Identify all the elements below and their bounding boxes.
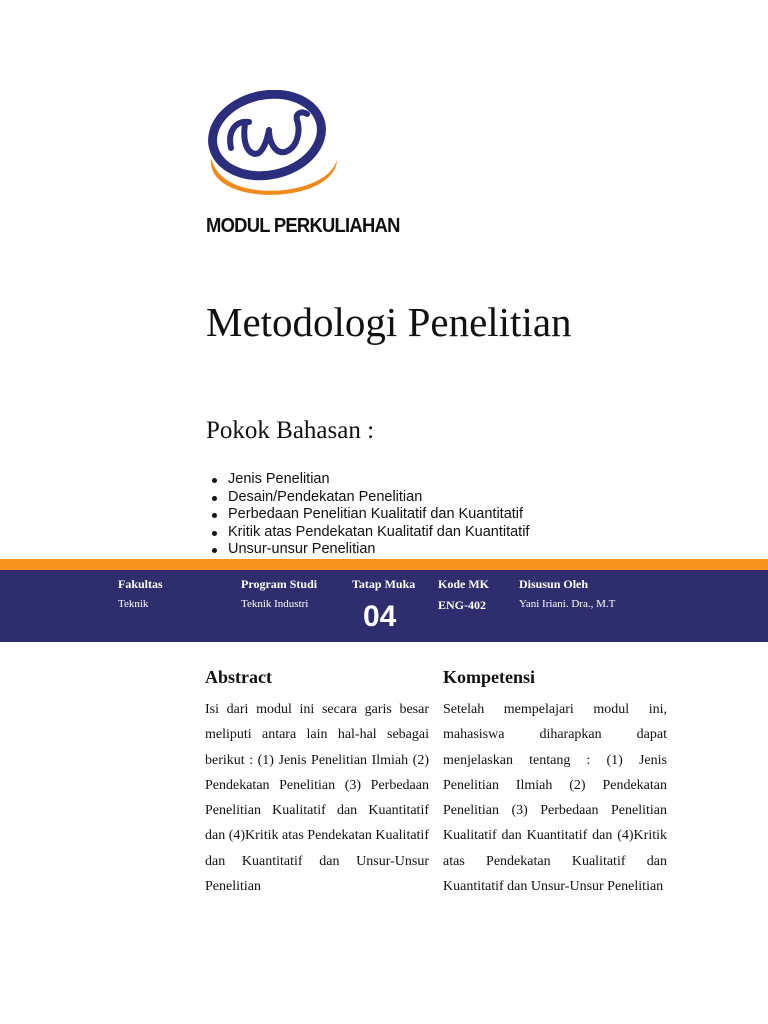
tatap-label: Tatap Muka [352,577,416,591]
fakultas-value: Teknik [118,598,149,610]
page-title: Metodologi Penelitian [206,299,572,345]
abstract-text: Isi dari modul ini secara garis besar meliputi antara lain hal-hal sebagai berikut : (1) Jenis Penelitian Ilmiah (2) Pendekatan Penelitian (3) Perbedaan Penelitian Kualitatif dan Kuantitatif dan (4)Kritik atas Pendekatan Kualitatif dan Kuantitatif dan Unsur-Unsur Penelitian [205,702,429,895]
course-info-band [0,570,768,642]
fakultas-label: Fakultas [118,577,163,591]
list-item: Kritik atas Pendekatan Kualitatif dan Kuantitatif [210,524,529,542]
topic-list [210,471,529,559]
list-item: Unsur-unsur Penelitian [210,541,529,559]
prodi-value: Teknik Industri [241,598,309,610]
kompetensi-heading: Kompetensi [443,667,535,687]
subtitle: Pokok Bahasan : [206,417,375,444]
list-item: Perbedaan Penelitian Kualitatif dan Kuantitatif [210,506,529,524]
abstract-heading: Abstract [205,667,272,687]
w-swoosh-logo [205,90,340,208]
list-item: Jenis Penelitian [210,471,529,489]
prodi-label: Program Studi [241,577,318,591]
list-item: Desain/Pendekatan Penelitian [210,489,529,507]
disusun-value: Yani Iriani. Dra., M.T [519,598,616,610]
kompetensi-text: Setelah mempelajari modul ini, mahasiswa diharapkan dapat menjelaskan tentang : (1) Jenis Penelitian Ilmiah (2) Pendekatan Penelitian (3) Perbedaan Penelitian Kualitatif dan Kuantitatif dan (4)Kritik atas Pendekatan Kualitatif dan Kuantitatif dan Unsur-Unsur Penelitian [443,702,667,895]
brand-label: MODUL PERKULIAHAN [206,215,400,237]
kode-value: ENG-402 [438,598,486,612]
kode-label: Kode MK [438,577,489,591]
accent-bar [0,559,768,570]
disusun-label: Disusun Oleh [519,577,589,591]
tatap-value: 04 [363,600,397,633]
